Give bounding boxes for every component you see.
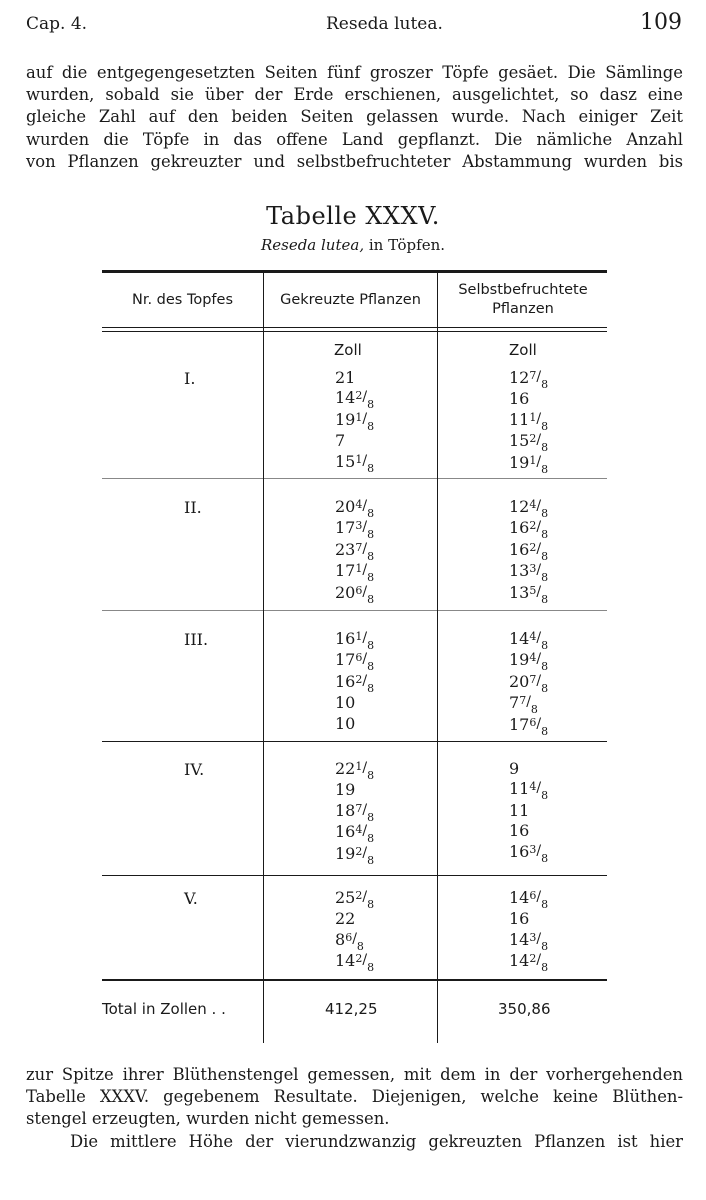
self-values [509,888,548,973]
height-value [335,388,375,412]
height-value [509,650,549,674]
fraction-numerator: 3 [529,842,537,856]
height-value [509,431,549,455]
fraction-numerator: 6 [355,651,363,665]
text-line: wurden, sobald sie über der Erde erschienen, ausgelichtet, so dasz eine [26,85,683,105]
value-whole: 17 [335,518,356,538]
unit-crossed: Zoll [334,341,362,359]
height-value [509,715,548,736]
value-fraction: 7/8 [519,694,538,717]
header-rule-2 [102,331,607,332]
value-fraction: 7/8 [529,672,549,695]
value-fraction: 3/8 [355,519,375,542]
value-whole: 17 [509,714,530,734]
crossed-values [335,759,374,865]
height-value [335,368,374,388]
fraction-numerator: 4 [355,498,363,511]
value-whole: 14 [509,888,530,907]
height-value [335,909,374,929]
value-whole: 20 [335,582,356,602]
value-fraction: 6/8 [355,651,375,674]
fraction-denominator: 8 [367,961,375,975]
height-value [509,693,548,717]
value-fraction: 1/8 [355,452,375,475]
self-values [509,759,548,863]
fraction-denominator: 8 [541,898,549,911]
fraction-denominator: 8 [367,681,375,695]
value-whole: 13 [509,582,530,602]
height-value [509,453,548,474]
text-line: Die mittlere Höhe der vierundzwanzig gekreuzten Pflanzen ist hier [70,1131,683,1151]
group-divider [102,875,607,876]
chapter-label: Cap. 4. [26,14,88,34]
value-whole: 9 [509,759,520,778]
height-value [335,714,374,734]
fraction-denominator: 8 [541,724,549,738]
value-fraction: 1/8 [529,453,549,476]
page-number: 109 [640,10,682,35]
height-value [335,518,375,542]
value-whole: 14 [509,929,530,949]
value-fraction: 7/8 [355,540,375,563]
value-whole: 18 [335,800,356,820]
fraction-numerator: 7 [529,672,537,686]
group-divider [102,610,607,611]
fraction-numerator: 1 [529,410,537,424]
total-crossed: 412,25 [325,1000,378,1018]
value-fraction: 2/8 [529,519,549,542]
fraction-numerator: 5 [529,583,537,597]
fraction-numerator: 2 [529,432,537,446]
value-whole: 22 [335,759,356,778]
fraction-denominator: 8 [367,639,375,652]
total-self: 350,86 [498,1000,551,1018]
unit-self: Zoll [509,341,537,359]
value-whole: 19 [509,650,530,670]
pot-label: V. [184,889,198,908]
table-top-rule [102,270,607,273]
height-value [335,561,375,585]
value-fraction: 4/8 [529,630,549,652]
value-fraction: 2/8 [529,952,549,975]
fraction-denominator: 8 [367,419,375,433]
value-fraction: 5/8 [529,583,549,606]
height-value [509,842,548,863]
pot-label: III. [184,630,209,649]
fraction-numerator: 1 [529,453,537,467]
fraction-denominator: 8 [541,571,549,585]
height-value [335,888,374,909]
fraction-denominator: 8 [367,461,375,475]
group-divider [102,741,607,742]
value-whole: 16 [509,841,530,861]
height-value [509,518,549,542]
height-value [509,583,548,604]
fraction-denominator: 8 [367,660,375,674]
value-whole: 21 [335,368,356,387]
fraction-denominator: 8 [367,898,375,911]
value-whole: 8 [335,929,346,949]
value-whole: 22 [335,909,356,929]
value-fraction: 1/8 [355,410,375,433]
height-value [509,821,548,841]
value-whole: 20 [509,671,530,691]
fraction-numerator: 7 [529,369,537,382]
height-value [335,629,374,650]
total-label: Total in Zollen . . [102,1000,226,1018]
height-value [335,780,374,800]
text-line: von Pflanzen gekreuzter und selbstbefruchteter Abstammung wurden bis [26,151,683,171]
value-whole: 16 [509,389,530,409]
height-value [335,844,374,865]
text-line: zur Spitze ihrer Blüthenstengel gemessen, mit dem in der vorhergehenden [26,1065,683,1084]
height-value [335,822,375,846]
value-fraction: 2/8 [355,889,375,911]
fraction-numerator: 7 [355,540,363,554]
value-whole: 10 [335,713,356,733]
height-value [335,650,375,674]
value-whole: 14 [335,951,356,971]
column-divider [437,273,438,1043]
top-paragraph [26,62,683,173]
value-fraction: 3/8 [529,562,549,585]
height-value [335,497,374,518]
value-fraction: 3/8 [529,842,549,865]
value-fraction: 1/8 [355,760,375,782]
header-self-line2: Pflanzen [492,301,554,317]
fraction-denominator: 8 [367,832,375,846]
height-value [509,389,548,409]
value-whole: 19 [509,452,530,472]
group-divider [102,478,607,479]
bottom-paragraph [26,1064,683,1153]
value-whole: 10 [335,693,356,713]
text-line: stengel erzeugten, wurden nicht gemessen. [26,1109,390,1129]
value-fraction: 4/8 [355,823,375,846]
text-line: Tabelle XXXV. gegebenem Resultate. Diejenigen, welche keine Blüthen- [26,1087,683,1107]
fraction-denominator: 8 [356,939,364,953]
value-whole: 19 [335,843,356,863]
height-value [335,452,374,473]
fraction-denominator: 8 [541,419,549,433]
text-line: auf die entgegengesetzten Seiten fünf groszer Töpfe gesäet. Die Sämlinge [26,63,683,82]
value-whole: 16 [509,518,530,538]
height-value [509,930,548,951]
fraction-denominator: 8 [530,703,538,717]
value-whole: 15 [335,451,356,471]
value-whole: 17 [335,650,356,670]
crossed-values [335,497,374,604]
height-value [509,801,548,821]
value-whole: 11 [509,779,530,799]
fraction-denominator: 8 [541,528,549,542]
header-crossed: Gekreuzte Pflanzen [280,292,421,308]
height-value [335,693,374,713]
text-line: gleiche Zahl auf den beiden Seiten gelassen wurde. Nach einiger Zeit [26,107,683,127]
height-value [509,561,549,585]
fraction-numerator: 4 [355,823,363,837]
self-values [509,497,548,604]
value-fraction: 6/8 [355,583,375,606]
value-fraction: 7/8 [355,801,375,824]
height-value [509,909,548,929]
value-fraction: 4/8 [529,498,549,520]
fraction-numerator: 4 [529,651,537,665]
value-whole: 16 [335,822,356,842]
fraction-numerator: 2 [355,889,363,902]
fraction-numerator: 1 [355,452,363,466]
value-fraction: 3/8 [529,930,549,953]
fraction-numerator: 6 [529,889,537,902]
subtitle-rest: in Töpfen. [368,236,446,254]
species-name: Reseda lutea, [260,236,365,254]
self-values [509,368,548,474]
height-value [509,368,548,389]
fraction-denominator: 8 [541,462,549,476]
height-value [335,930,374,951]
crossed-values [335,629,374,734]
height-value [335,801,374,822]
height-value [509,779,549,803]
fraction-denominator: 8 [541,660,549,674]
fraction-numerator: 7 [355,801,363,815]
fraction-numerator: 6 [355,583,363,597]
height-value [335,951,375,975]
fraction-numerator: 4 [529,630,537,643]
fraction-denominator: 8 [541,961,549,975]
value-whole: 16 [335,671,356,691]
value-whole: 14 [509,951,530,971]
header-rule-1 [102,327,607,328]
value-whole: 16 [509,821,530,841]
text-line: wurden die Töpfe in das offene Land gepflanzt. Die nämliche Anzahl [26,129,683,149]
fraction-numerator: 2 [355,389,363,403]
value-whole: 12 [509,497,530,516]
pot-label: II. [184,498,202,517]
total-rule [102,979,607,981]
fraction-denominator: 8 [367,853,375,867]
pot-label: IV. [184,760,205,779]
value-fraction: 2/8 [355,672,375,695]
fraction-denominator: 8 [541,441,549,455]
fraction-numerator: 1 [355,630,363,643]
value-fraction: 6/8 [529,889,549,911]
fraction-denominator: 8 [367,571,375,585]
value-whole: 7 [335,431,346,451]
value-whole: 17 [335,561,356,581]
value-whole: 19 [335,780,356,800]
fraction-denominator: 8 [541,507,549,520]
table-subtitle [0,236,706,254]
height-value [509,629,548,650]
value-whole: 14 [509,629,530,648]
value-whole: 12 [509,368,530,387]
fraction-numerator: 2 [355,952,363,966]
pot-label: I. [184,369,196,388]
height-value [509,951,549,975]
value-whole: 13 [509,561,530,581]
header-pot-number: Nr. des Topfes [131,292,234,308]
value-fraction: 1/8 [355,630,375,652]
value-whole: 11 [509,409,530,429]
value-fraction: 2/8 [355,952,375,975]
height-value [335,431,374,451]
value-fraction: 6/8 [345,930,364,953]
height-value [335,759,374,780]
fraction-denominator: 8 [541,592,549,606]
fraction-numerator: 3 [529,562,537,576]
fraction-numerator: 7 [519,694,527,708]
value-fraction: 7/8 [529,369,549,391]
crossed-values [335,368,374,473]
value-whole: 7 [509,693,520,713]
value-whole: 15 [509,431,530,451]
height-value [509,888,548,909]
crossed-values [335,888,374,973]
fraction-numerator: 1 [355,760,363,773]
fraction-denominator: 8 [541,851,549,865]
height-value [335,583,374,604]
height-value [335,540,374,561]
height-value [335,672,374,693]
fraction-numerator: 6 [345,930,353,944]
fraction-denominator: 8 [541,789,549,803]
value-whole: 25 [335,888,356,907]
value-whole: 16 [335,629,356,648]
value-fraction: 1/8 [529,410,549,433]
fraction-denominator: 8 [541,681,549,695]
fraction-numerator: 3 [529,930,537,944]
height-value [335,410,374,431]
fraction-denominator: 8 [367,592,375,606]
fraction-denominator: 8 [367,528,375,542]
fraction-denominator: 8 [541,939,549,953]
height-value [509,540,548,561]
fraction-numerator: 6 [529,715,537,729]
running-title: Reseda lutea. [326,14,443,34]
header-self-line1: Selbstbefruchtete [458,282,588,298]
height-value [509,497,548,518]
value-fraction: 4/8 [529,651,549,674]
header-self-fertilized [438,281,608,319]
fraction-denominator: 8 [541,549,549,563]
self-values [509,629,548,736]
column-divider [263,273,264,1043]
value-fraction: 4/8 [355,498,375,520]
fraction-numerator: 1 [355,562,363,576]
fraction-denominator: 8 [541,639,549,652]
fraction-numerator: 2 [529,519,537,533]
fraction-numerator: 1 [355,410,363,424]
height-value [509,672,548,693]
fraction-numerator: 2 [529,952,537,966]
fraction-denominator: 8 [367,549,375,563]
value-fraction: 1/8 [355,562,375,585]
fraction-numerator: 2 [529,540,537,554]
fraction-denominator: 8 [367,398,375,412]
fraction-numerator: 3 [355,519,363,533]
fraction-numerator: 4 [529,780,537,794]
fraction-numerator: 4 [529,498,537,511]
fraction-numerator: 2 [355,844,363,858]
value-fraction: 2/8 [355,389,375,412]
value-fraction: 2/8 [529,540,549,563]
table-title: Tabelle XXXV. [266,202,440,230]
value-whole: 20 [335,497,356,516]
value-whole: 11 [509,800,530,820]
value-fraction: 4/8 [529,780,549,803]
fraction-denominator: 8 [367,810,375,824]
value-whole: 16 [509,539,530,559]
value-fraction: 6/8 [529,715,549,738]
fraction-denominator: 8 [367,507,375,520]
value-whole: 14 [335,388,356,408]
value-whole: 23 [335,539,356,559]
height-value [509,759,548,779]
fraction-numerator: 2 [355,672,363,686]
fraction-denominator: 8 [367,769,375,782]
value-fraction: 2/8 [355,844,375,867]
value-whole: 16 [509,909,530,929]
value-whole: 19 [335,409,356,429]
value-fraction: 2/8 [529,432,549,455]
height-value [509,410,548,431]
running-header [26,10,682,38]
fraction-denominator: 8 [541,378,549,391]
